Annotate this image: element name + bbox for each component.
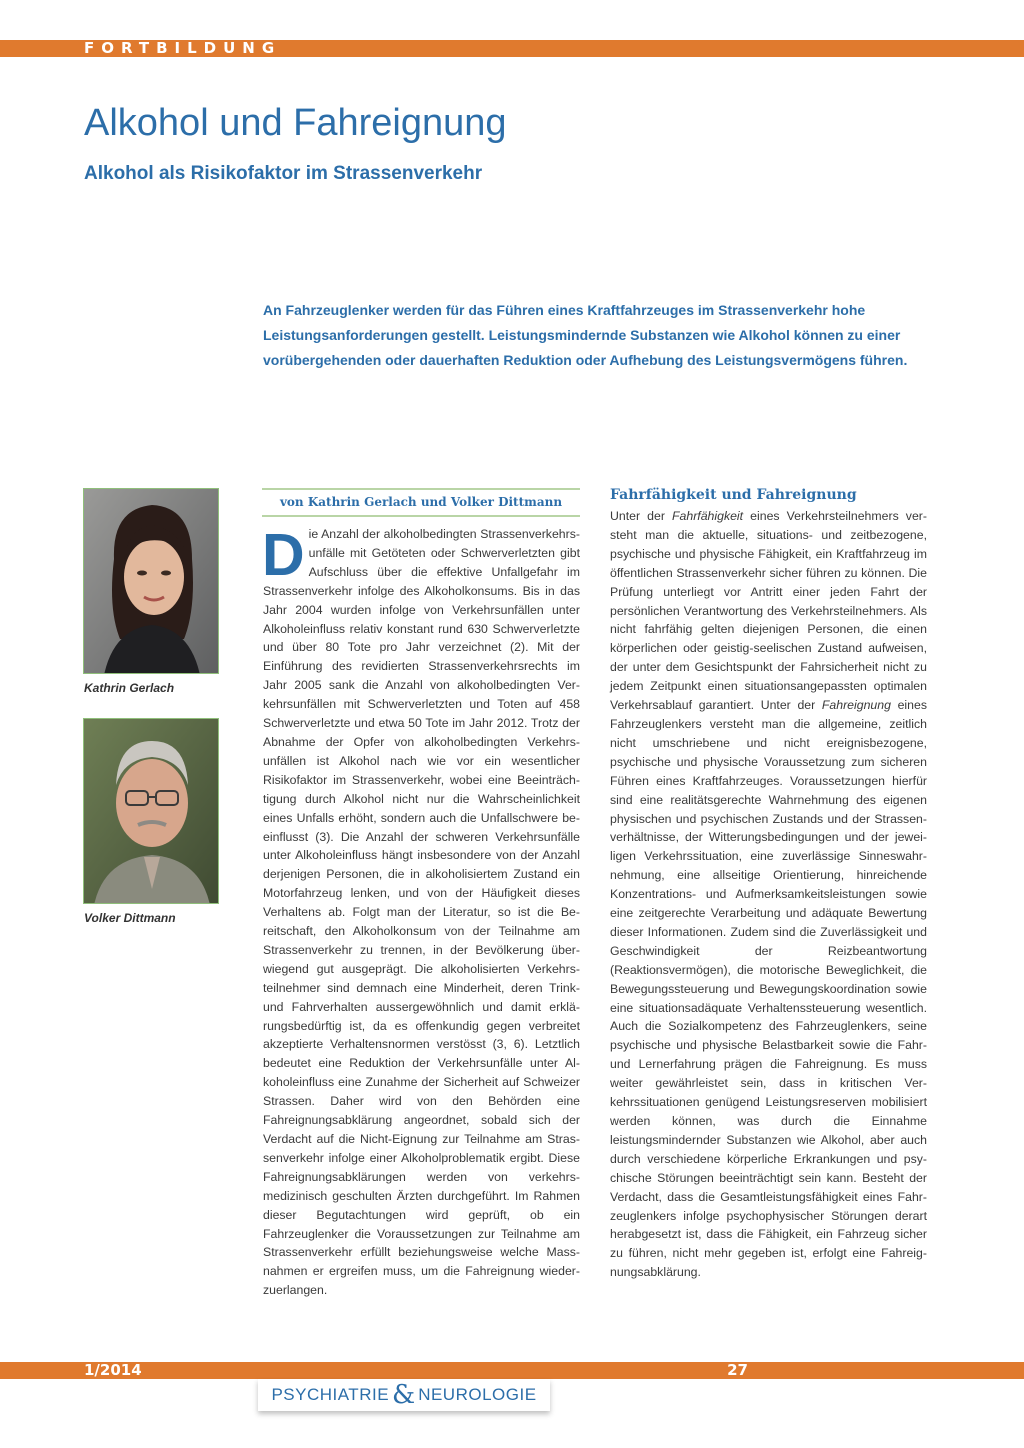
article-lead: An Fahrzeuglenker werden für das Führen eines Kraftfahrzeuges im Strassenverkehr hohe Leistungsanforderungen gestellt. Leistungsmindernde Substanzen wie Alkohol können zu einer vorübergehenden oder dauerhaften Reduktion oder Aufhebung des Leistungsvermögens führen. [263,302,908,368]
issue-number: 1/2014 [84,1361,142,1379]
journal-name-right: NEUROLOGIE [418,1385,537,1404]
body-column-1 [262,522,580,1300]
section-label: FORTBILDUNG [84,39,282,57]
byline: von Kathrin Gerlach und Volker Dittmann [279,495,563,509]
body-text-2b: eines Verkehrsteilnehmers versteht man die aktuelle, situations- und zeitbezogene, psychische und physische Fähigkeit, ein Kraftfahrzeug im öffentlichen Strassenverkehr sicher führen zu können. Die Prüfung unterliegt vor Antritt einer jeden Fahrt der persönlichen Verantwortung des Verkehrsteilnehmers. Als nicht fahrfähig gelten diejenigen Personen, die einen körperlichen oder geistig-seelischen Zustand aufweisen, der unter dem Gesichtspunkt der Fahrsicherheit nicht zu jedem Zeitpunkt einen situationsangepassten optimalen Verkehrsablauf garantiert. Unter der [610,509,927,713]
author-caption-gerlach: Kathrin Gerlach [84,681,175,695]
byline-box [262,488,580,517]
journal-ampersand: & [392,1380,416,1410]
journal-logo [258,1379,550,1411]
body-text-1: ie Anzahl der alkoholbedingten Strassenverkehrsunfälle mit Getöteten oder Schwerverletzten gibt Aufschluss über die effektive Unfallgefahr im Strassenverkehr infolge des Alkoholkonsums. Bis in das Jahr 2004 wurden infolge von Verkehrsunfällen unter Alkoholeinfluss relativ konstant rund 630 Schwerverletzte und über 80 Tote pro Jahr verzeichnet (2). Mit der Einführung des revidierten Strassenverkehrsrechts im Jahr 2005 sank die Anzahl von alkoholbedingten Verkehrsunfällen mit Schwerverletzten und Toten auf 458 Schwerverletzte und etwa 50 Tote im Jahr 2012. Trotz der Abnahme der Opfer von alkoholbedingten Verkehrsunfällen ist Alkohol nach wie vor ein wesentlicher Risikofaktor im Strassenverkehr, wobei eine Beeinträchtigung durch Alkohol nicht nur die Wahrscheinlichkeit eines Unfalls erhöht, sondern auch die Unfallschwere beeinflusst (3). Die Anzahl der schweren Verkehrsunfälle unter Alkoholeinfluss hängt insbesondere von der Anzahl derjenigen Personen, die in alkoholisiertem Zustand ein Motorfahrzeug lenken, und von der Häufigkeit dieses Verhaltens ab. Folgt man der Literatur, so ist die Bereitschaft, den Alkoholkonsum von der Teilnahme am Strassenverkehr zu trennen, in der Bevölkerung überwiegend gut ausgeprägt. Die alkoholisierten Verkehrsteilnehmer sind demnach eine Minderheit, deren Trink- und Fahrverhalten aussergewöhnlich und damit erklärungsbedürftig ist, da es offenkundig gegen verbreitet akzeptierte Verhaltensnormen verstösst (3, 6). Letztlich bedeutet eine Reduktion der Verkehrsunfälle unter Alkoholeinfluss eine Zunahme der Sicherheit auf Schweizer Strassen. Daher wird von den Behörden eine Fahreignungsabklärung angeordnet, sobald sich der Verdacht auf die Nicht-Eignung zur Teilnahme am Strassenverkehr infolge einer Alkoholproblematik ergibt. Diese Fahreignungsabklärungen werden von verkehrsmedizinisch geschulten Ärzten durchgeführt. Im Rahmen dieser Begutachtungen wird geprüft, ob ein Fahrzeuglenker die Voraussetzungen zur Teilnahme am Strassenverkehr erfüllt beziehungsweise welche Massnahmen er ergreifen muss, um die Fahreignung wiederzuerlangen. [263,527,580,1298]
page-number: 27 [727,1361,748,1379]
journal-name-left: PSYCHIATRIE [271,1385,390,1404]
author-caption-dittmann: Volker Dittmann [84,911,176,925]
author-photo-dittmann [83,718,219,904]
section-heading: Fahrfähigkeit und Fahreignung [610,487,857,503]
drop-cap: D [262,522,305,588]
term-fahrfaehigkeit: Fahrfähigkeit [672,509,744,523]
article-title: Alkohol und Fahreignung [84,102,507,144]
author-photo-gerlach [83,488,219,674]
body-column-2 [610,507,927,1282]
article-subtitle: Alkohol als Risikofaktor im Strassenverkehr [84,163,483,184]
term-fahreignung: Fahreignung [821,698,891,713]
body-text-2c: eines Fahrzeuglenkers versteht man die allgemeine, zeitlich nicht umschriebene und nicht ereignisbezogene, psychische und physische Voraussetzung zum sicheren Führen eines Kraftfahrzeuges. Voraussetzungen hierfür sind eine realitätsgerechte Wahrnehmung des eigenen physischen und psychischen Zustands und der Strassenverhältnisse, der Witterungsbedingungen und der jeweiligen Verkehrssituation, eine zuverlässige Sinneswahrnehmung, eine allseitige Orientierung, hinreichende Konzentrations- und Aufmerksamkeitsleistungen sowie eine zeitgerechte Verarbeitung und adäquate Bewertung dieser Informationen. Zudem sind die Zuverlässigkeit und Geschwindigkeit der Reizbeantwortung (Reaktionsvermögen), die motorische Beweglichkeit, die Bewegungssteuerung und Bewegungskoordination sowie eine situationsadäquate Verhaltenssteuerung wesentlich. Auch die Sozialkompetenz des Fahrzeuglenkers, seine psychische und physische Belastbarkeit sowie die Fahr- und Lernerfahrung prägen die Fahreignung. Es muss weiter gewährleistet sein, dass in kritischen Verkehrssituationen genügend Leistungsreserven mobilisiert werden können, was durch die Einnahme leistungsmindernder Substanzen wie Alkohol, aber auch durch verschiedene körperliche Erkrankungen und psychische Störungen beeinträchtigt sein kann. Besteht der Verdacht, dass die Gesamtleistungsfähigkeit eines Fahrzeuglenkers infolge psychophysischer Störungen derart herabgesetzt ist, dass die Fähigkeit, ein Fahrzeug sicher zu führen, nicht mehr gegeben ist, erfolgt eine Fahreignungsabklärung. [610,698,927,1280]
body-text-2a: Unter der [610,509,672,523]
footer-bar [0,1362,1024,1379]
